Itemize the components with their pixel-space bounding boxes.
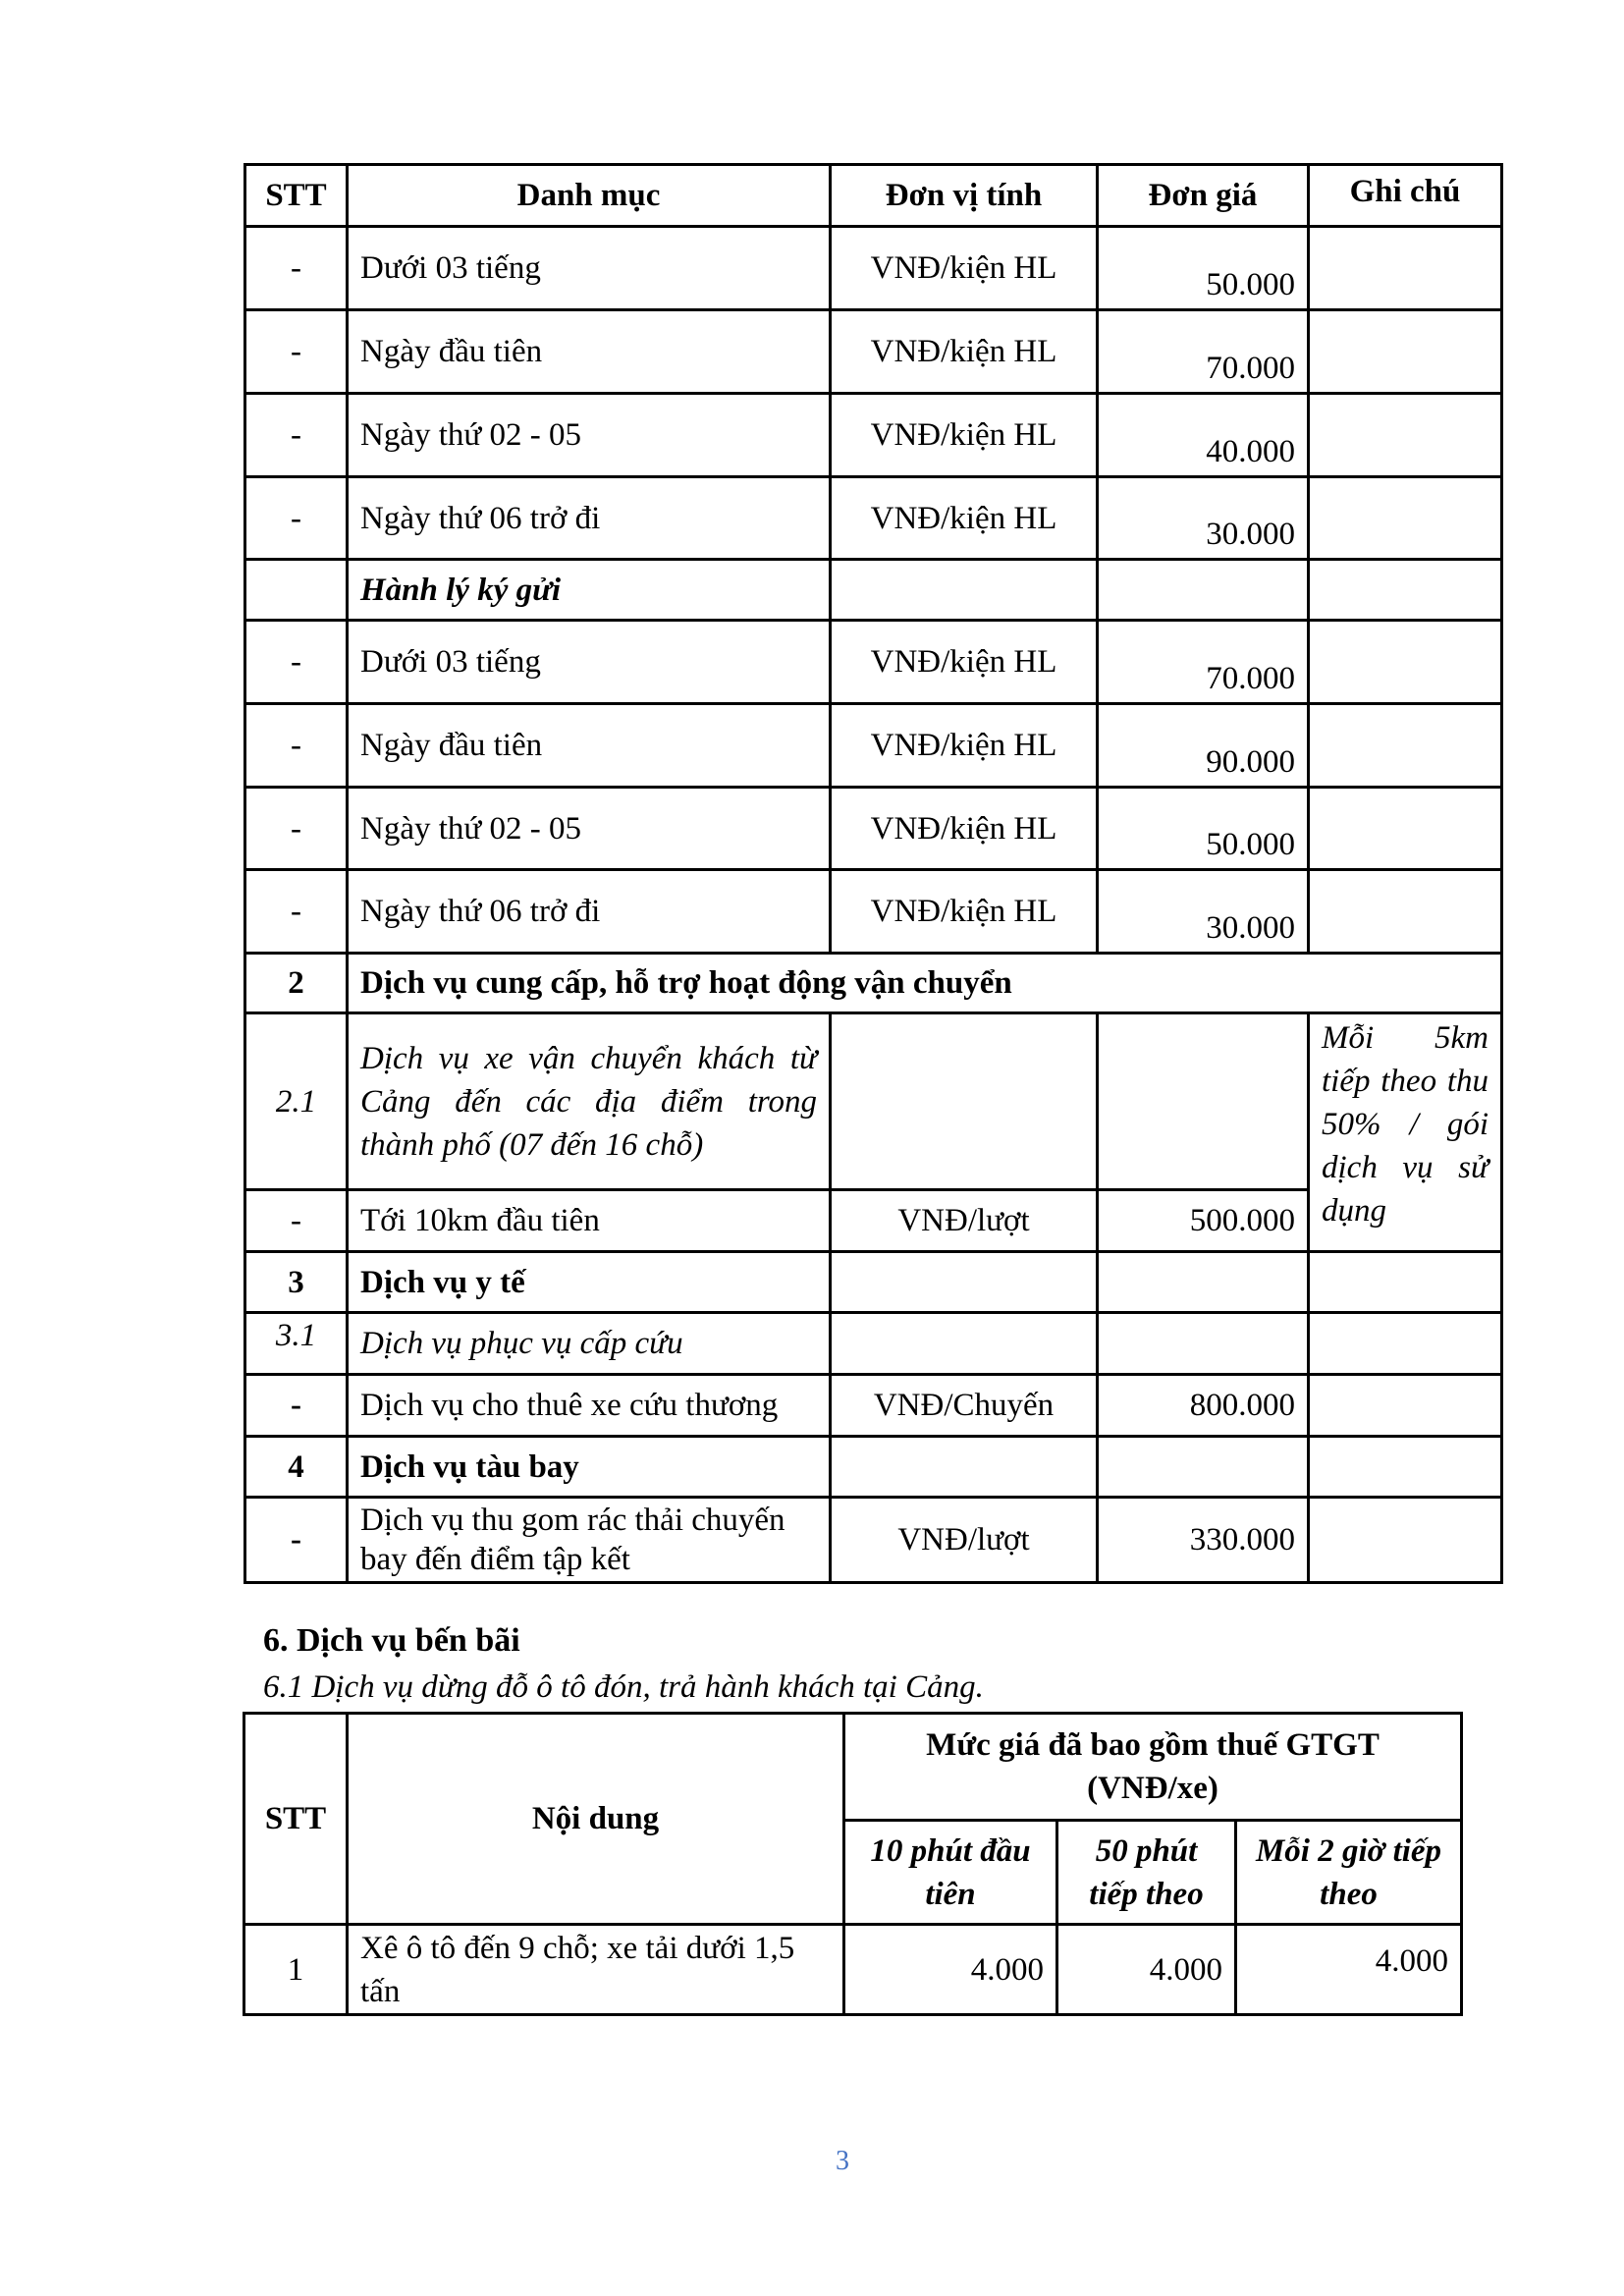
header-price: Đơn giá: [1098, 165, 1309, 227]
cell-name: Dịch vụ xe vận chuyển khách từ Cảng đến các địa điểm trong thành phố (07 đến 16 chỗ): [348, 1013, 831, 1190]
cell-stt: [245, 560, 348, 621]
cell-stt: -: [245, 621, 348, 704]
table-row: [244, 1925, 1462, 2015]
header-stt: STT: [244, 1714, 348, 1925]
cell-price: 70.000: [1098, 621, 1309, 704]
header-each-2-hours: Mỗi 2 giờ tiếp theo: [1236, 1821, 1462, 1925]
table-row: [245, 870, 1502, 954]
table-row-section: [245, 1437, 1502, 1498]
cell-content: Xê ô tô đến 9 chỗ; xe tải dưới 1,5 tấn: [348, 1925, 844, 2015]
table-row-subsection: [245, 1313, 1502, 1375]
cell-name: Dịch vụ phục vụ cấp cứu: [348, 1313, 831, 1375]
cell-unit: VNĐ/kiện HL: [831, 704, 1098, 788]
header-unit: Đơn vị tính: [831, 165, 1098, 227]
cell-stt: -: [245, 310, 348, 394]
cell-note: Mỗi 5km tiếp theo thu 50% / gói dịch vụ sử dụng: [1309, 1013, 1502, 1252]
cell-stt: -: [245, 1375, 348, 1437]
cell-stt: -: [245, 394, 348, 477]
cell-note: [1309, 227, 1502, 310]
cell-stt: -: [245, 477, 348, 560]
header-content: Nội dung: [348, 1714, 844, 1925]
header-first-10-min: 10 phút đầu tiên: [844, 1821, 1057, 1925]
header-price-group: Mức giá đã bao gồm thuế GTGT (VNĐ/xe): [844, 1714, 1462, 1821]
table-row: [245, 477, 1502, 560]
cell-stt: -: [245, 1498, 348, 1583]
cell-stt: 2.1: [245, 1013, 348, 1190]
cell-group-name: Hành lý ký gửi: [348, 560, 831, 621]
cell-price: 50.000: [1098, 788, 1309, 870]
cell-unit: VNĐ/kiện HL: [831, 621, 1098, 704]
table-row: [245, 788, 1502, 870]
cell-name: Ngày thứ 06 trở đi: [348, 477, 831, 560]
cell-section-title: Dịch vụ y tế: [348, 1252, 831, 1313]
cell-name: Ngày thứ 02 - 05: [348, 788, 831, 870]
cell-price: 30.000: [1098, 870, 1309, 954]
cell-unit: VNĐ/Chuyến: [831, 1375, 1098, 1437]
section-subheading: 6.1 Dịch vụ dừng đỗ ô tô đón, trả hành khách tại Cảng.: [263, 1669, 984, 1705]
cell-name: Ngày đầu tiên: [348, 704, 831, 788]
table-row: [245, 394, 1502, 477]
table-row-subgroup: [245, 560, 1502, 621]
cell-note: [1309, 560, 1502, 621]
header-category: Danh mục: [348, 165, 831, 227]
cell-name: Dịch vụ thu gom rác thải chuyến bay đến điểm tập kết: [348, 1498, 831, 1583]
cell-section-title: Dịch vụ cung cấp, hỗ trợ hoạt động vận chuyển: [348, 954, 1502, 1013]
cell-price-50min: 4.000: [1057, 1925, 1236, 2015]
cell-price: [1098, 1252, 1309, 1313]
cell-name: Ngày thứ 06 trở đi: [348, 870, 831, 954]
cell-unit: [831, 1437, 1098, 1498]
cell-stt: 2: [245, 954, 348, 1013]
cell-stt: -: [245, 788, 348, 870]
header-next-50-min: 50 phút tiếp theo: [1057, 1821, 1236, 1925]
cell-name: Dưới 03 tiếng: [348, 621, 831, 704]
cell-price: 30.000: [1098, 477, 1309, 560]
cell-note: [1309, 394, 1502, 477]
cell-stt: -: [245, 227, 348, 310]
cell-price: 500.000: [1098, 1190, 1309, 1252]
table-row: [245, 1498, 1502, 1583]
cell-name: Ngày đầu tiên: [348, 310, 831, 394]
cell-price: 70.000: [1098, 310, 1309, 394]
cell-unit: [831, 560, 1098, 621]
cell-unit: VNĐ/lượt: [831, 1498, 1098, 1583]
page-number: 3: [836, 2146, 849, 2176]
table-row: [245, 1375, 1502, 1437]
cell-note: [1309, 870, 1502, 954]
table-row-section: [245, 954, 1502, 1013]
section-heading: 6. Dịch vụ bến bãi: [263, 1622, 520, 1659]
cell-note: [1309, 1252, 1502, 1313]
table-row-section: [245, 1252, 1502, 1313]
cell-price: 90.000: [1098, 704, 1309, 788]
cell-price-2h: 4.000: [1236, 1925, 1462, 2015]
price-table-parking: [243, 1712, 1463, 2016]
cell-stt: 3: [245, 1252, 348, 1313]
cell-note: [1309, 310, 1502, 394]
cell-note: [1309, 1498, 1502, 1583]
table-header-row: [245, 165, 1502, 227]
cell-note: [1309, 1437, 1502, 1498]
table-row: [245, 621, 1502, 704]
cell-price: 800.000: [1098, 1375, 1309, 1437]
cell-price: 40.000: [1098, 394, 1309, 477]
cell-unit: VNĐ/kiện HL: [831, 394, 1098, 477]
cell-unit: VNĐ/kiện HL: [831, 477, 1098, 560]
price-table-services: [244, 163, 1503, 1584]
cell-price: [1098, 560, 1309, 621]
cell-stt: -: [245, 704, 348, 788]
cell-note: [1309, 477, 1502, 560]
cell-price: 330.000: [1098, 1498, 1309, 1583]
cell-unit: VNĐ/lượt: [831, 1190, 1098, 1252]
cell-note: [1309, 704, 1502, 788]
cell-name: Dưới 03 tiếng: [348, 227, 831, 310]
table-row: [245, 704, 1502, 788]
cell-note: [1309, 1375, 1502, 1437]
cell-note: [1309, 621, 1502, 704]
cell-unit: [831, 1313, 1098, 1375]
cell-note: [1309, 1313, 1502, 1375]
cell-stt: -: [245, 1190, 348, 1252]
cell-unit: VNĐ/kiện HL: [831, 788, 1098, 870]
cell-name: Dịch vụ cho thuê xe cứu thương: [348, 1375, 831, 1437]
table-row-subsection: [245, 1013, 1502, 1190]
cell-unit: VNĐ/kiện HL: [831, 310, 1098, 394]
cell-stt: -: [245, 870, 348, 954]
cell-price: [1098, 1437, 1309, 1498]
cell-price: 50.000: [1098, 227, 1309, 310]
cell-stt: 3.1: [245, 1313, 348, 1375]
header-note: Ghi chú: [1309, 165, 1502, 227]
cell-name: Tới 10km đầu tiên: [348, 1190, 831, 1252]
cell-section-title: Dịch vụ tàu bay: [348, 1437, 831, 1498]
header-stt: STT: [245, 165, 348, 227]
cell-unit: [831, 1013, 1098, 1190]
cell-price-10min: 4.000: [844, 1925, 1057, 2015]
cell-unit: VNĐ/kiện HL: [831, 870, 1098, 954]
table-row: [245, 227, 1502, 310]
table-header-row: [244, 1714, 1462, 1821]
table-row: [245, 310, 1502, 394]
cell-stt: 1: [244, 1925, 348, 2015]
cell-unit: [831, 1252, 1098, 1313]
cell-unit: VNĐ/kiện HL: [831, 227, 1098, 310]
cell-name: Ngày thứ 02 - 05: [348, 394, 831, 477]
cell-stt: 4: [245, 1437, 348, 1498]
cell-price: [1098, 1013, 1309, 1190]
cell-price: [1098, 1313, 1309, 1375]
cell-note: [1309, 788, 1502, 870]
